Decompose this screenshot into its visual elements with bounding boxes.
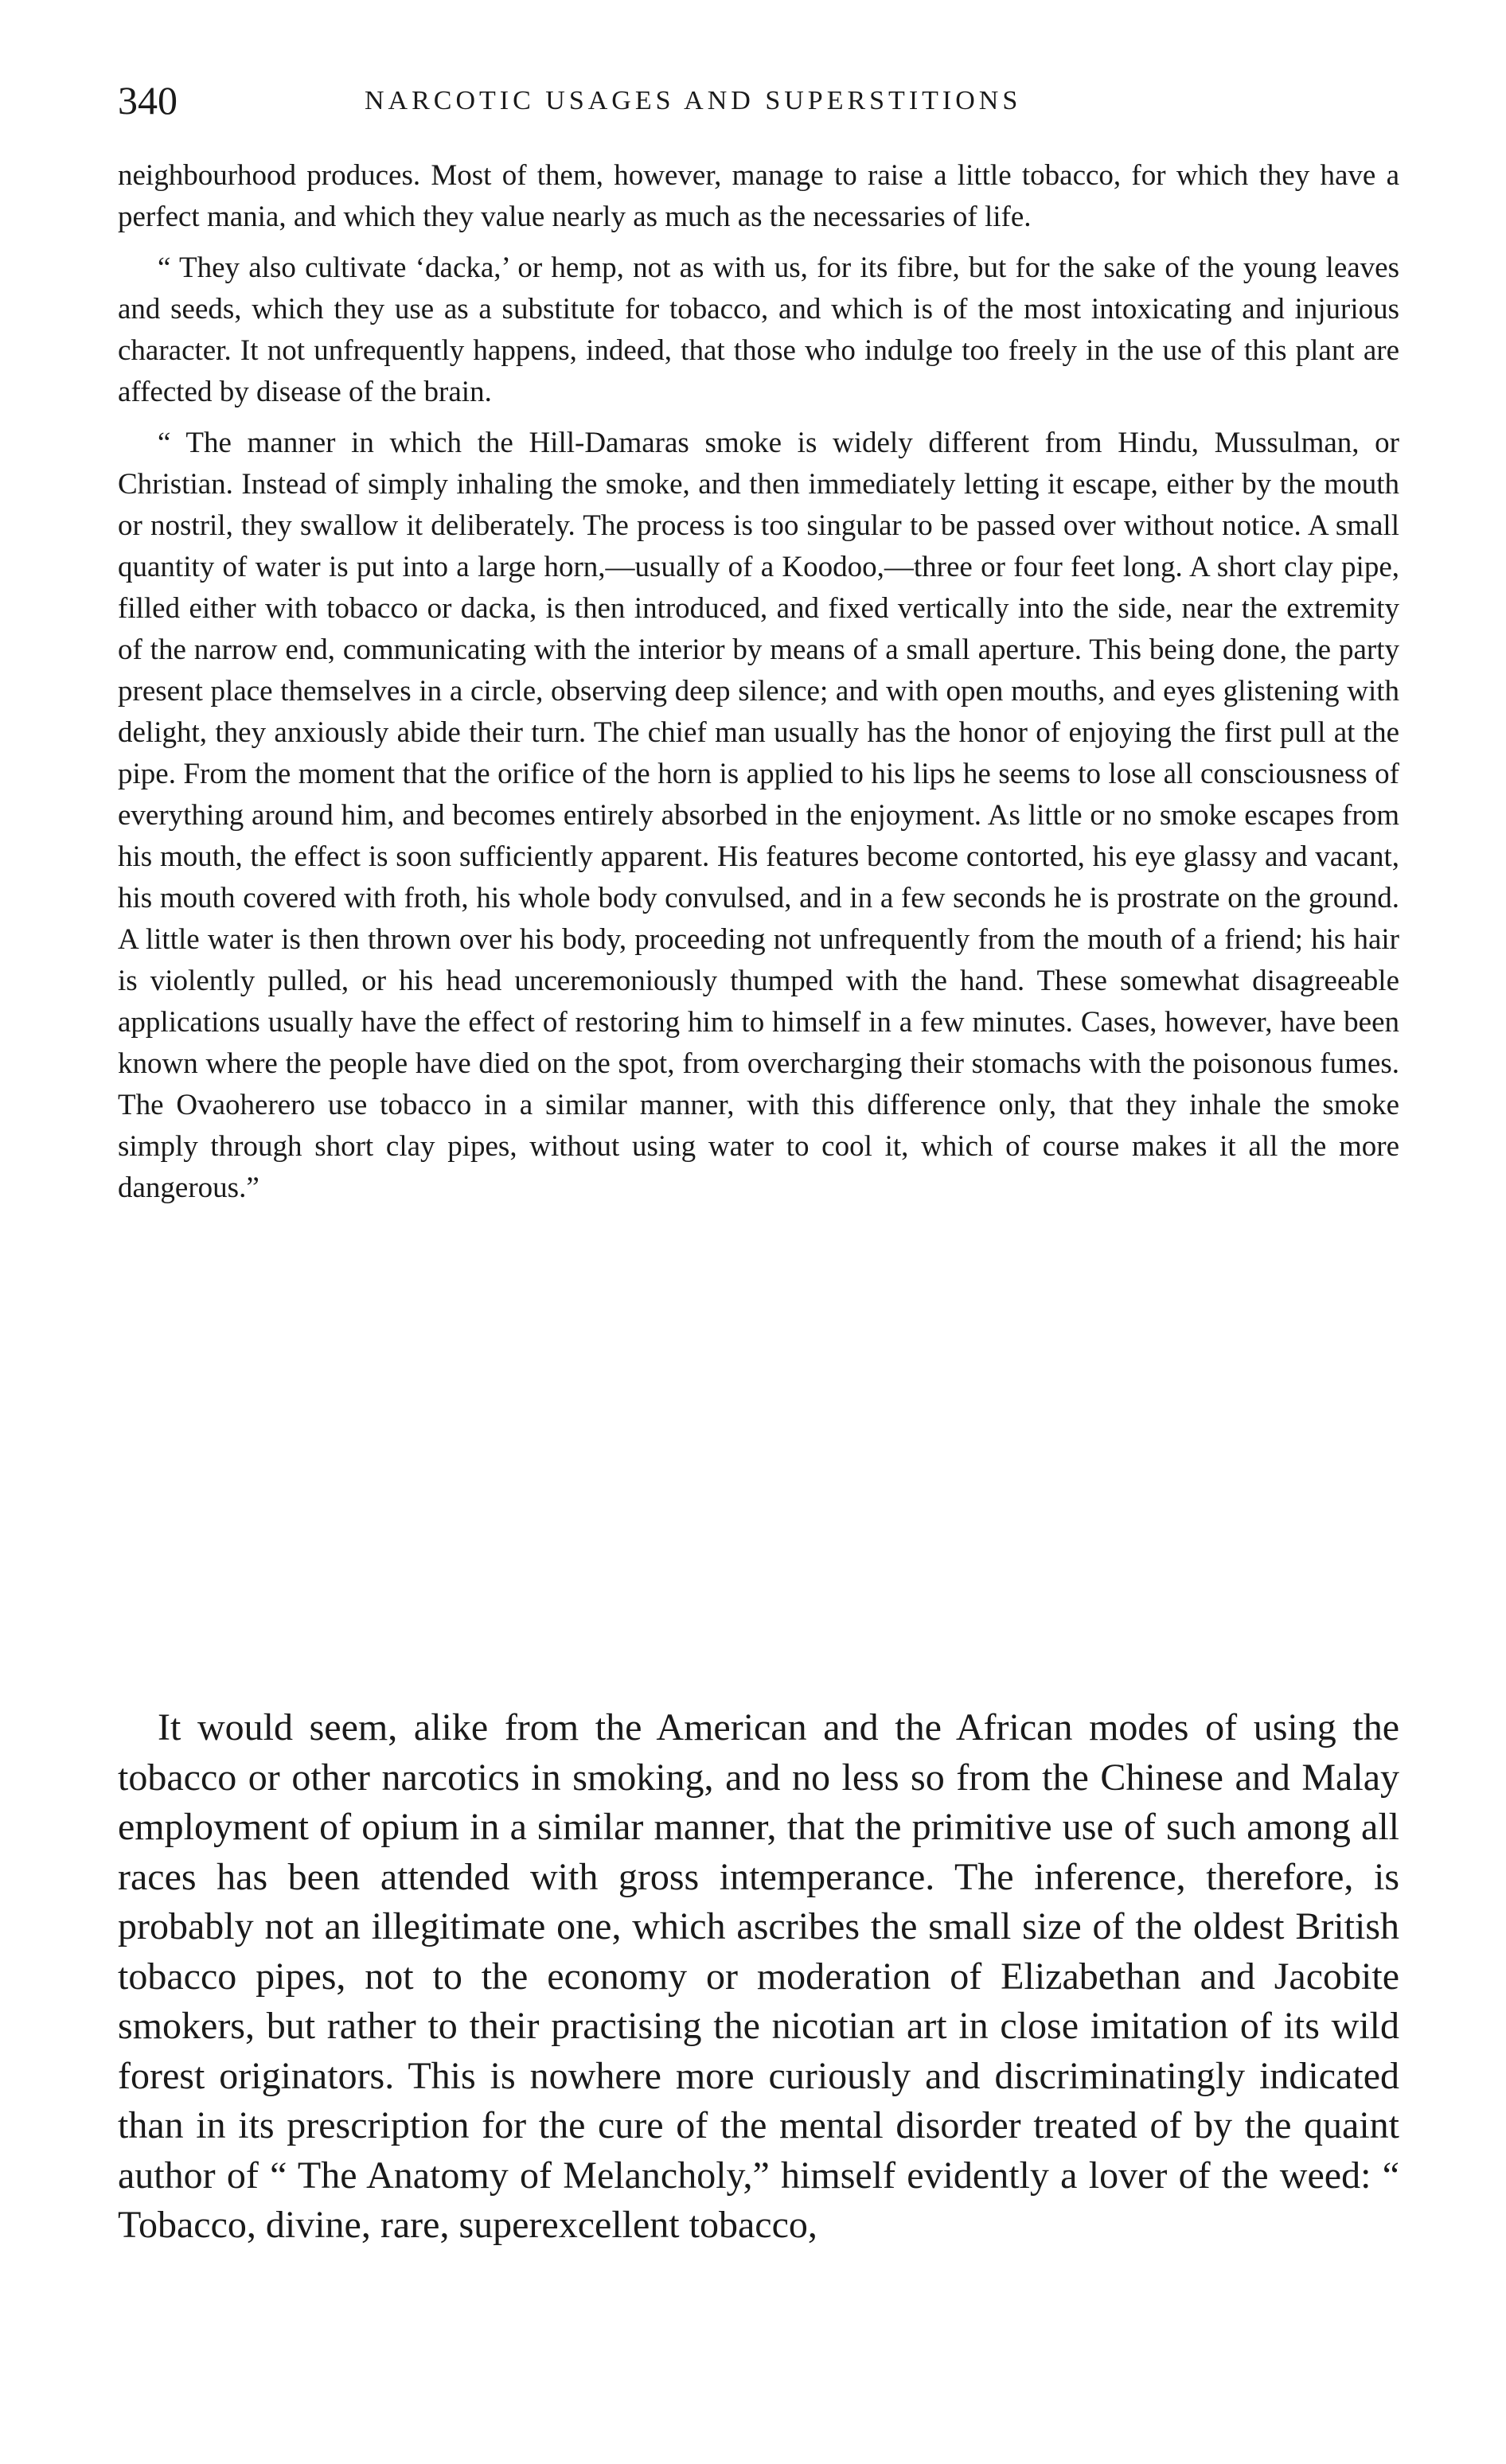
quote-paragraph-3: “ The manner in which the Hill-Damaras smoke is widely different from Hindu, Mussulman, or Christian. Instead of simply inhaling the smoke, and then immediately letting it escape, either by the mouth or nostril, they swallow it deliberately. The process is too singular to be passed over without notice. A small quantity of water is put into a large horn,—usually of a Koodoo,—three or four feet long. A short clay pipe, filled either with tobacco or dacka, is then introduced, and fixed vertically into the side, near the extremity of the narrow end, communicating with the interior by means of a small aperture. This being done, the party present place themselves in a circle, observing deep silence; and with open mouths, and eyes glistening with delight, they anxiously abide their turn. The chief man usually has the honor of enjoying the first pull at the pipe. From the moment that the orifice of the horn is applied to his lips he seems to lose all consciousness of everything around him, and becomes entirely absorbed in the enjoyment. As little or no smoke escapes from his mouth, the effect is soon sufficiently apparent. His features become contorted, his eye glassy and vacant, his mouth covered with froth, his whole body convulsed, and in a few seconds he is prostrate on the ground. A little water is then thrown over his body, proceeding not unfrequently from the mouth of a friend; his hair is violently pulled, or his head unceremoniously thumped with the hand. These somewhat disagreeable applications usually have the effect of restoring him to himself in a few minutes. Cases, however, have been known where the people have died on the spot, from overcharging their stomachs with the poisonous fumes. The Ovaoherero use tobacco in a similar manner, with this difference only, that they inhale the smoke simply through short clay pipes, without using water to cool it, which of course makes it all the more dangerous.” [118,427,1399,1204]
body-paragraph: It would seem, alike from the American and the African modes of using the tobacco or other narcotics in smoking, and no less so from the Chinese and Malay employment of opium in a similar manner, that the primitive use of such among all races has been attended with gross intemperance. The inference, therefore, is probably not an illegitimate one, which ascribes the small size of the oldest British tobacco pipes, not to the economy or moderation of Elizabethan and Jacobite smokers, but rather to their practising the nicotian art in close imitation of its wild forest originators. This is nowhere more curiously and discriminatingly indicated than in its prescription for the cure of the mental disorder treated of by the quaint author of “ The Anatomy of Melancholy,” himself evidently a lover of the weed: “ Tobacco, divine, rare, superexcellent tobacco, [118,1706,1399,2246]
page-number: 340 [118,78,178,123]
quote-paragraph-2: “ They also cultivate ‘dacka,’ or hemp, not as with us, for its fibre, but for the sake of the young leaves and seeds, which they use as a substitute for tobacco, and which is of the most intoxicating and injurious character. It not unfrequently happens, indeed, that those who indulge too freely in the use of this plant are affected by disease of the brain. [118,251,1399,408]
page-header [118,76,1399,132]
body-text [118,1703,1399,2251]
quote-paragraph-1: neighbourhood produces. Most of them, however, manage to raise a little tobacco, for which they have a perfect mania, and which they value nearly as much as the necessaries of life. [118,159,1399,233]
running-title: NARCOTIC USAGES AND SUPERSTITIONS [365,86,1022,115]
quoted-passage [118,155,1399,1218]
